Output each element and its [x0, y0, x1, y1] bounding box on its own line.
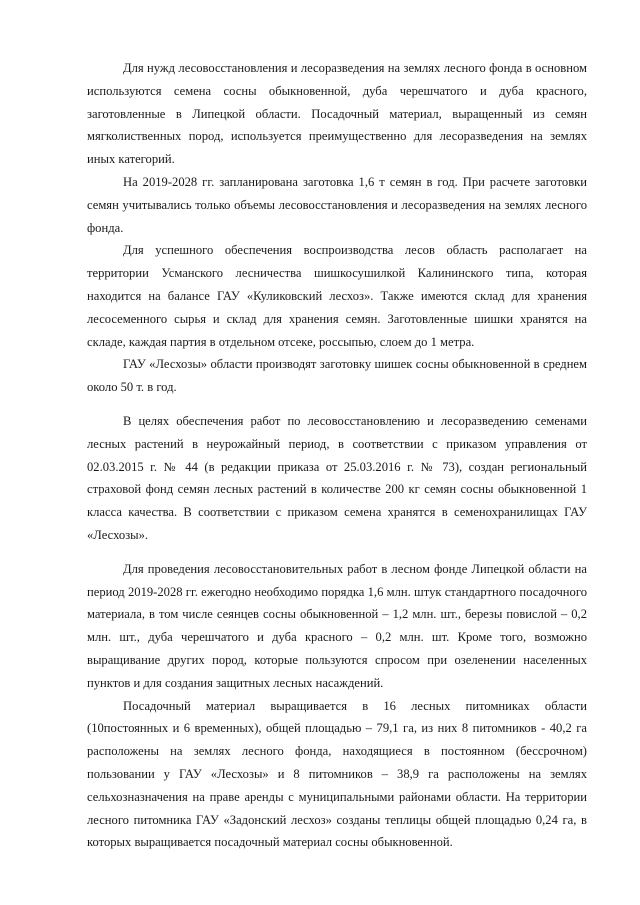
document-page: [87, 57, 587, 854]
paragraph-insurance-fund: В целях обеспечения работ по лесовосстановлению и лесоразведению семенами лесных растений в неурожайный период, в соответствии с приказом управления от 02.03.2015 г. № 44 (в редакции приказа от 25.03.2016 г. № 73), создан региональный страховой фонд семян лесных растений в количестве 200 кг семян сосны обыкновенной 1 класса качества. В соответствии с приказом семена хранятся в семенохранилищах ГАУ «Лесхозы».: [87, 413, 587, 542]
paragraph-cone-harvest: ГАУ «Лесхозы» области производят заготовку шишек сосны обыкновенной в среднем около 50 т. в год.: [87, 357, 587, 395]
paragraph-seed-harvest-plan: На 2019-2028 гг. запланирована заготовка 1,6 т семян в год. При расчете заготовки семян учитывались только объемы лесовосстановления и лесоразведения на землях лесного фонда.: [87, 174, 587, 235]
paragraph-seed-usage: Для нужд лесовосстановления и лесоразведения на землях лесного фонда в основном используются семена сосны обыкновенной, дуба черешчатого и дуба красного, заготовленные в Липецкой области. Посадочный материал, выращенный из семян мягколиственных пород, используется преимущественно для лесоразведения на землях иных категорий.: [87, 61, 587, 167]
paragraph-nurseries: Посадочный материал выращивается в 16 лесных питомниках области (10постоянных и 6 временных), общей площадью – 79,1 га, из них 8 питомников - 40,2 га расположены на землях лесного фонда, находящиеся в постоянном (бессрочном) пользовании у ГАУ «Лесхозы» и 8 питомников – 38,9 га расположены на землях сельхозназначения на праве аренды с муниципальными районами области. На территории лесного питомника ГАУ «Задонский лесхоз» созданы теплицы общей площадью 0,24 га, в которых выращивается посадочный материал сосны обыкновенной.: [87, 698, 587, 850]
paragraph-cone-dryer: Для успешного обеспечения воспроизводства лесов область располагает на территории Усманского лесничества шишкосушилкой Калининского типа, которая находится на балансе ГАУ «Куликовский лесхоз». Также имеются склад для хранения лесосеменного сырья и склад для хранения семян. Заготовленные шишки хранятся на складе, каждая партия в отдельном отсеке, россыпью, слоем до 1 метра.: [87, 243, 587, 349]
paragraph-planting-material: Для проведения лесовосстановительных работ в лесном фонде Липецкой области на период 2019-2028 гг. ежегодно необходимо порядка 1,6 млн. штук стандартного посадочного материала, в том числе сеянцев сосны обыкновенной – 1,2 млн. шт., березы повислой – 0,2 млн. шт., дуба черешчатого и дуба красного – 0,2 млн. шт. Кроме того, возможно выращивание других пород, которые пользуются спросом при озеленении населенных пунктов и для создания защитных лесных насаждений.: [87, 561, 587, 690]
